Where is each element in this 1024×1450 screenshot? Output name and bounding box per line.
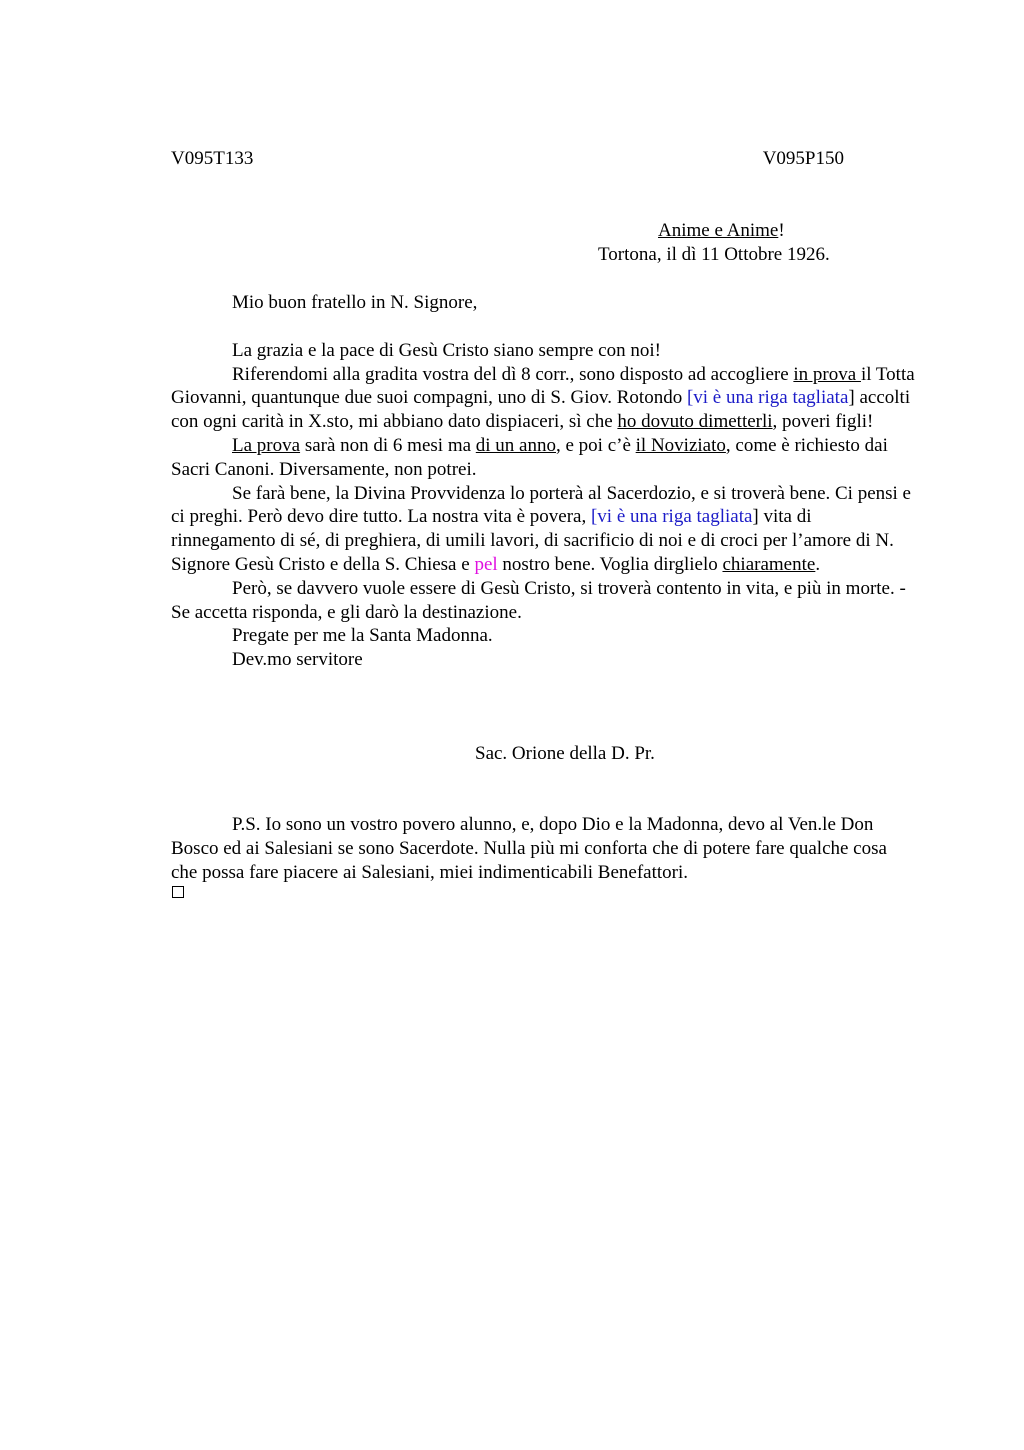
paragraph-5: Pregate per me la Santa Madonna. (232, 625, 493, 647)
p3-text-a: Se farà bene, la Divina Provvidenza lo porterà al Sacerdozio, e si troverà bene. Ci pensi e ci preghi. Però devo dire tutto. La nostra vita è povera, (171, 482, 911, 528)
p3-highlight-pel: pel (474, 553, 498, 575)
paragraph-4: Però, se davvero vuole essere di Gesù Cristo, si troverà contento in vita, e più in morte. - Se accetta risponda, e gli darò la destinazione. (171, 577, 906, 623)
salutation: Mio buon fratello in N. Signore, (232, 292, 478, 313)
paragraph-1 (171, 363, 916, 434)
closing: Dev.mo servitore (232, 649, 363, 671)
volume-code-right: V095P150 (762, 148, 844, 169)
postscript (171, 813, 916, 884)
p1-editorial-note: [vi è una riga tagliata (686, 387, 849, 409)
motto (658, 219, 785, 242)
p3-text-b: ] vita di rinnegamento di sé, di preghiera, di umili lavori, di sacrificio di noi e di croci per l’amore di N. Signore Gesù Cristo e della S. Chiesa e (171, 506, 894, 575)
motto-text: Anime e Anime (658, 220, 779, 241)
p1-underlined-in-prova: in prova (793, 363, 861, 385)
end-marker-box (172, 886, 184, 898)
p1-text-b: il Totta Giovanni, quantunque due suoi compagni, uno di S. Giov. Rotondo (171, 363, 915, 409)
p2-text-c: , come è richiesto dai Sacri Canoni. Diversamente, non potrei. (171, 434, 888, 480)
p1-underlined-dimetterli: ho dovuto dimetterli (617, 411, 773, 433)
p2-underlined-di-un-anno: di un anno (475, 434, 556, 456)
p3-text-d: . (815, 553, 821, 575)
p1-text-d: , poveri figli! (772, 411, 874, 433)
p1-text-a: Riferendomi alla gradita vostra del dì 8 corr., sono disposto ad accogliere (232, 363, 794, 385)
p3-text-c: nostro bene. Voglia dirglielo (497, 553, 723, 575)
p3-editorial-note: [vi è una riga tagliata (590, 506, 753, 528)
p2-underlined-la-prova: La prova (232, 434, 301, 456)
motto-suffix: ! (778, 220, 785, 241)
p2-text-b: , e poi c’è (556, 434, 636, 456)
greeting: La grazia e la pace di Gesù Cristo siano sempre con noi! (232, 339, 661, 361)
p1-text-c: ] accolti con ogni carità in X.sto, mi abbiano dato dispiaceri, sì che (171, 387, 911, 433)
paragraph-2 (171, 434, 916, 482)
letter-body (171, 291, 916, 672)
paragraph-3 (171, 482, 916, 577)
p3-underlined-chiaramente: chiaramente (722, 553, 816, 575)
signature: Sac. Orione della D. Pr. (475, 743, 655, 764)
date-line: Tortona, il dì 11 Ottobre 1926. (598, 244, 830, 265)
postscript-text: P.S. Io sono un vostro povero alunno, e, dopo Dio e la Madonna, devo al Ven.le Don Bosco ed ai Salesiani se sono Sacerdote. Nulla più mi conforta che di potere fare qualche cosa che possa fare piacere ai Salesiani, miei indimenticabili Benefattori. (171, 814, 887, 883)
p2-text-a: sarà non di 6 mesi ma (300, 434, 476, 456)
volume-code-left: V095T133 (171, 148, 254, 169)
p2-underlined-noviziato: il Noviziato (635, 434, 726, 456)
